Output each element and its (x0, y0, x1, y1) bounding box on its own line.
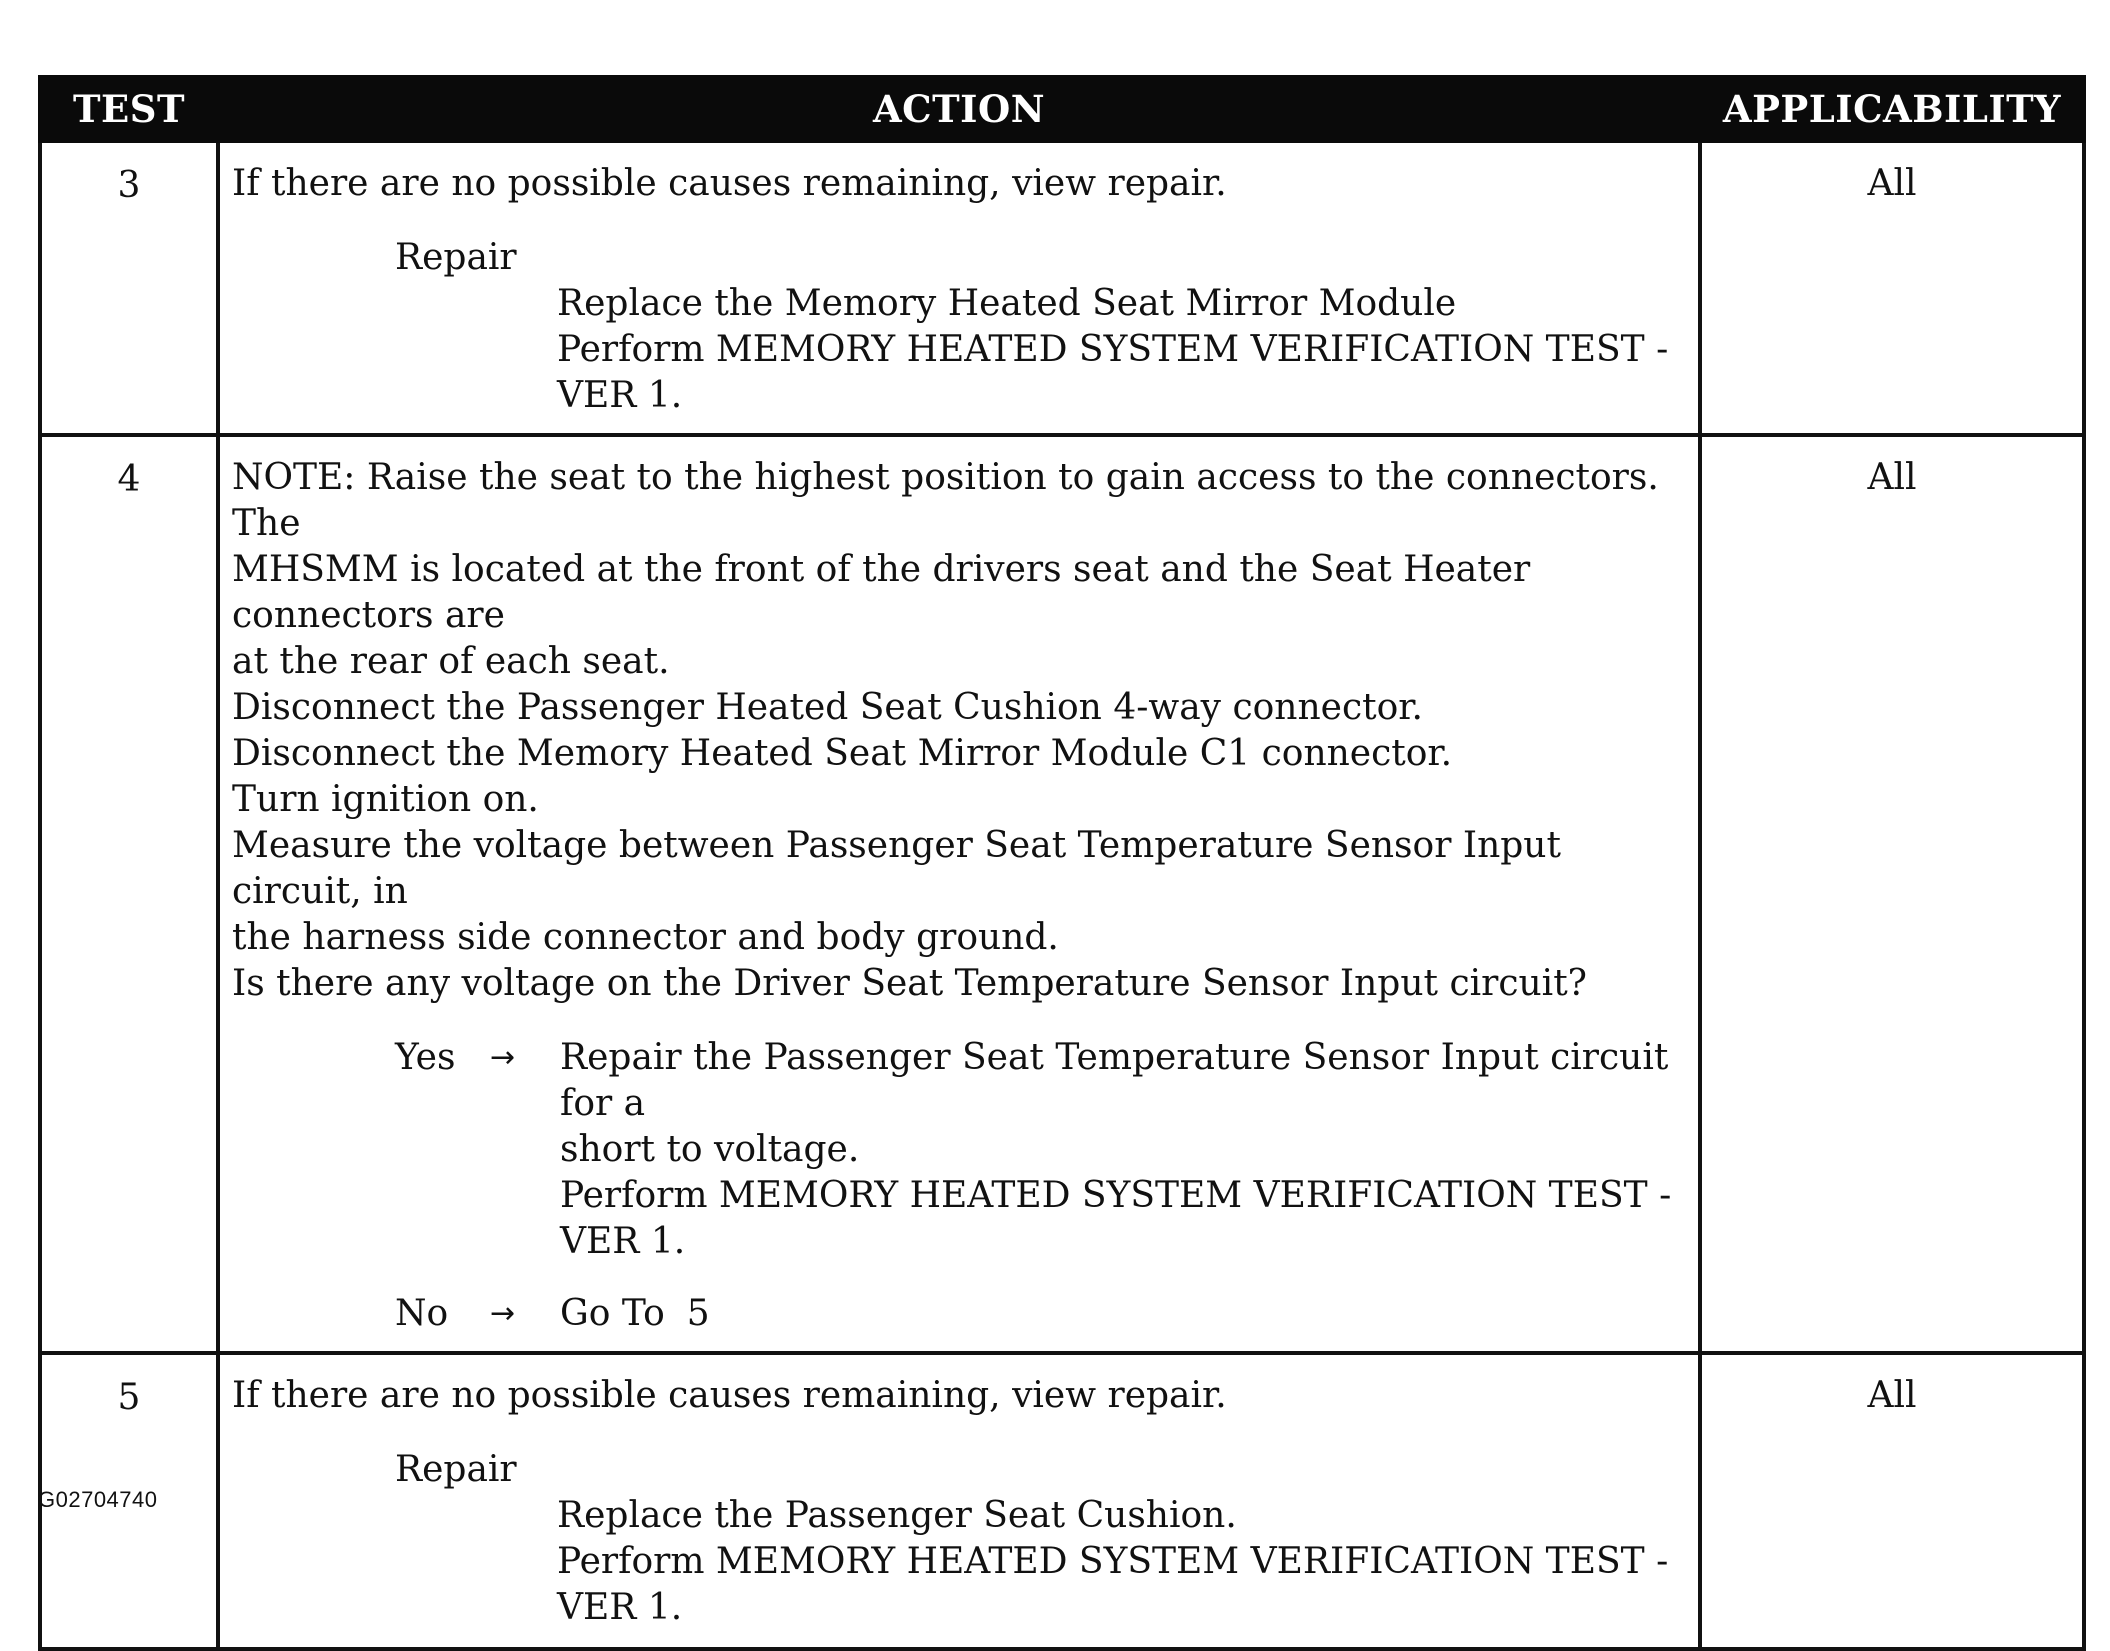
action-line: the harness side connector and body ground. (232, 917, 1059, 958)
applicability-value: All (1700, 141, 2084, 435)
right-arrow-icon: → (490, 1296, 516, 1331)
header-applicability: APPLICABILITY (1700, 77, 2084, 141)
test-number: 5 (40, 1353, 218, 1649)
action-cell (218, 435, 1700, 1353)
action-intro: If there are no possible causes remaining, view repair. (232, 1375, 1227, 1416)
no-label: No (395, 1293, 449, 1334)
test-number: 4 (40, 435, 218, 1353)
yes-label: Yes (395, 1037, 456, 1078)
repair-steps (557, 281, 1688, 419)
applicability-value: All (1700, 1353, 2084, 1649)
repair-step: Perform MEMORY HEATED SYSTEM VERIFICATION TEST - (557, 329, 1669, 370)
table-header-row (40, 77, 2084, 141)
table-row-test-3 (40, 141, 2084, 435)
action-line: at the rear of each seat. (232, 641, 670, 682)
action-line: Disconnect the Memory Heated Seat Mirror Module C1 connector. (232, 733, 1453, 774)
action-line: Turn ignition on. (232, 779, 539, 820)
repair-steps (557, 1493, 1688, 1631)
table-row-test-5 (40, 1353, 2084, 1649)
action-cell (218, 1353, 1700, 1649)
action-line: Measure the voltage between Passenger Seat Temperature Sensor Input circuit, in (232, 825, 1573, 912)
action-line: MHSMM is located at the front of the drivers seat and the Seat Heater connectors are (232, 549, 1542, 636)
repair-step: Perform MEMORY HEATED SYSTEM VERIFICATION TEST - (557, 1541, 1669, 1582)
goto-text: Go To (560, 1293, 665, 1334)
yes-outcome-line: Perform MEMORY HEATED SYSTEM VERIFICATION TEST - (560, 1175, 1672, 1216)
repair-step: VER 1. (557, 1587, 683, 1628)
repair-label: Repair (395, 1449, 517, 1490)
action-intro: If there are no possible causes remaining, view repair. (232, 163, 1227, 204)
action-line: NOTE: Raise the seat to the highest position to gain access to the connectors. The (232, 457, 1671, 544)
action-line: Is there any voltage on the Driver Seat Temperature Sensor Input circuit? (232, 963, 1587, 1004)
repair-step: Replace the Memory Heated Seat Mirror Module (557, 283, 1457, 324)
test-number: 3 (40, 141, 218, 435)
goto-target: 5 (686, 1293, 710, 1334)
no-outcome (560, 1291, 1688, 1337)
yes-outcome (560, 1035, 1688, 1265)
action-line: Disconnect the Passenger Heated Seat Cushion 4-way connector. (232, 687, 1423, 728)
right-arrow-icon: → (490, 1040, 516, 1075)
header-action: ACTION (218, 77, 1700, 141)
applicability-value: All (1700, 435, 2084, 1353)
yes-outcome-line: short to voltage. (560, 1129, 860, 1170)
yes-branch (395, 1035, 1688, 1265)
yes-outcome-line: Repair the Passenger Seat Temperature Sensor Input circuit for a (560, 1037, 1680, 1124)
header-test: TEST (40, 77, 218, 141)
yes-outcome-line: VER 1. (560, 1221, 686, 1262)
figure-id: G02704740 (38, 1487, 158, 1512)
repair-step: VER 1. (557, 375, 683, 416)
no-branch (395, 1291, 1688, 1337)
action-cell (218, 141, 1700, 435)
repair-step: Replace the Passenger Seat Cushion. (557, 1495, 1237, 1536)
table-row-test-4 (40, 435, 2084, 1353)
diagnostic-test-table (38, 75, 2086, 1651)
repair-label: Repair (395, 237, 517, 278)
